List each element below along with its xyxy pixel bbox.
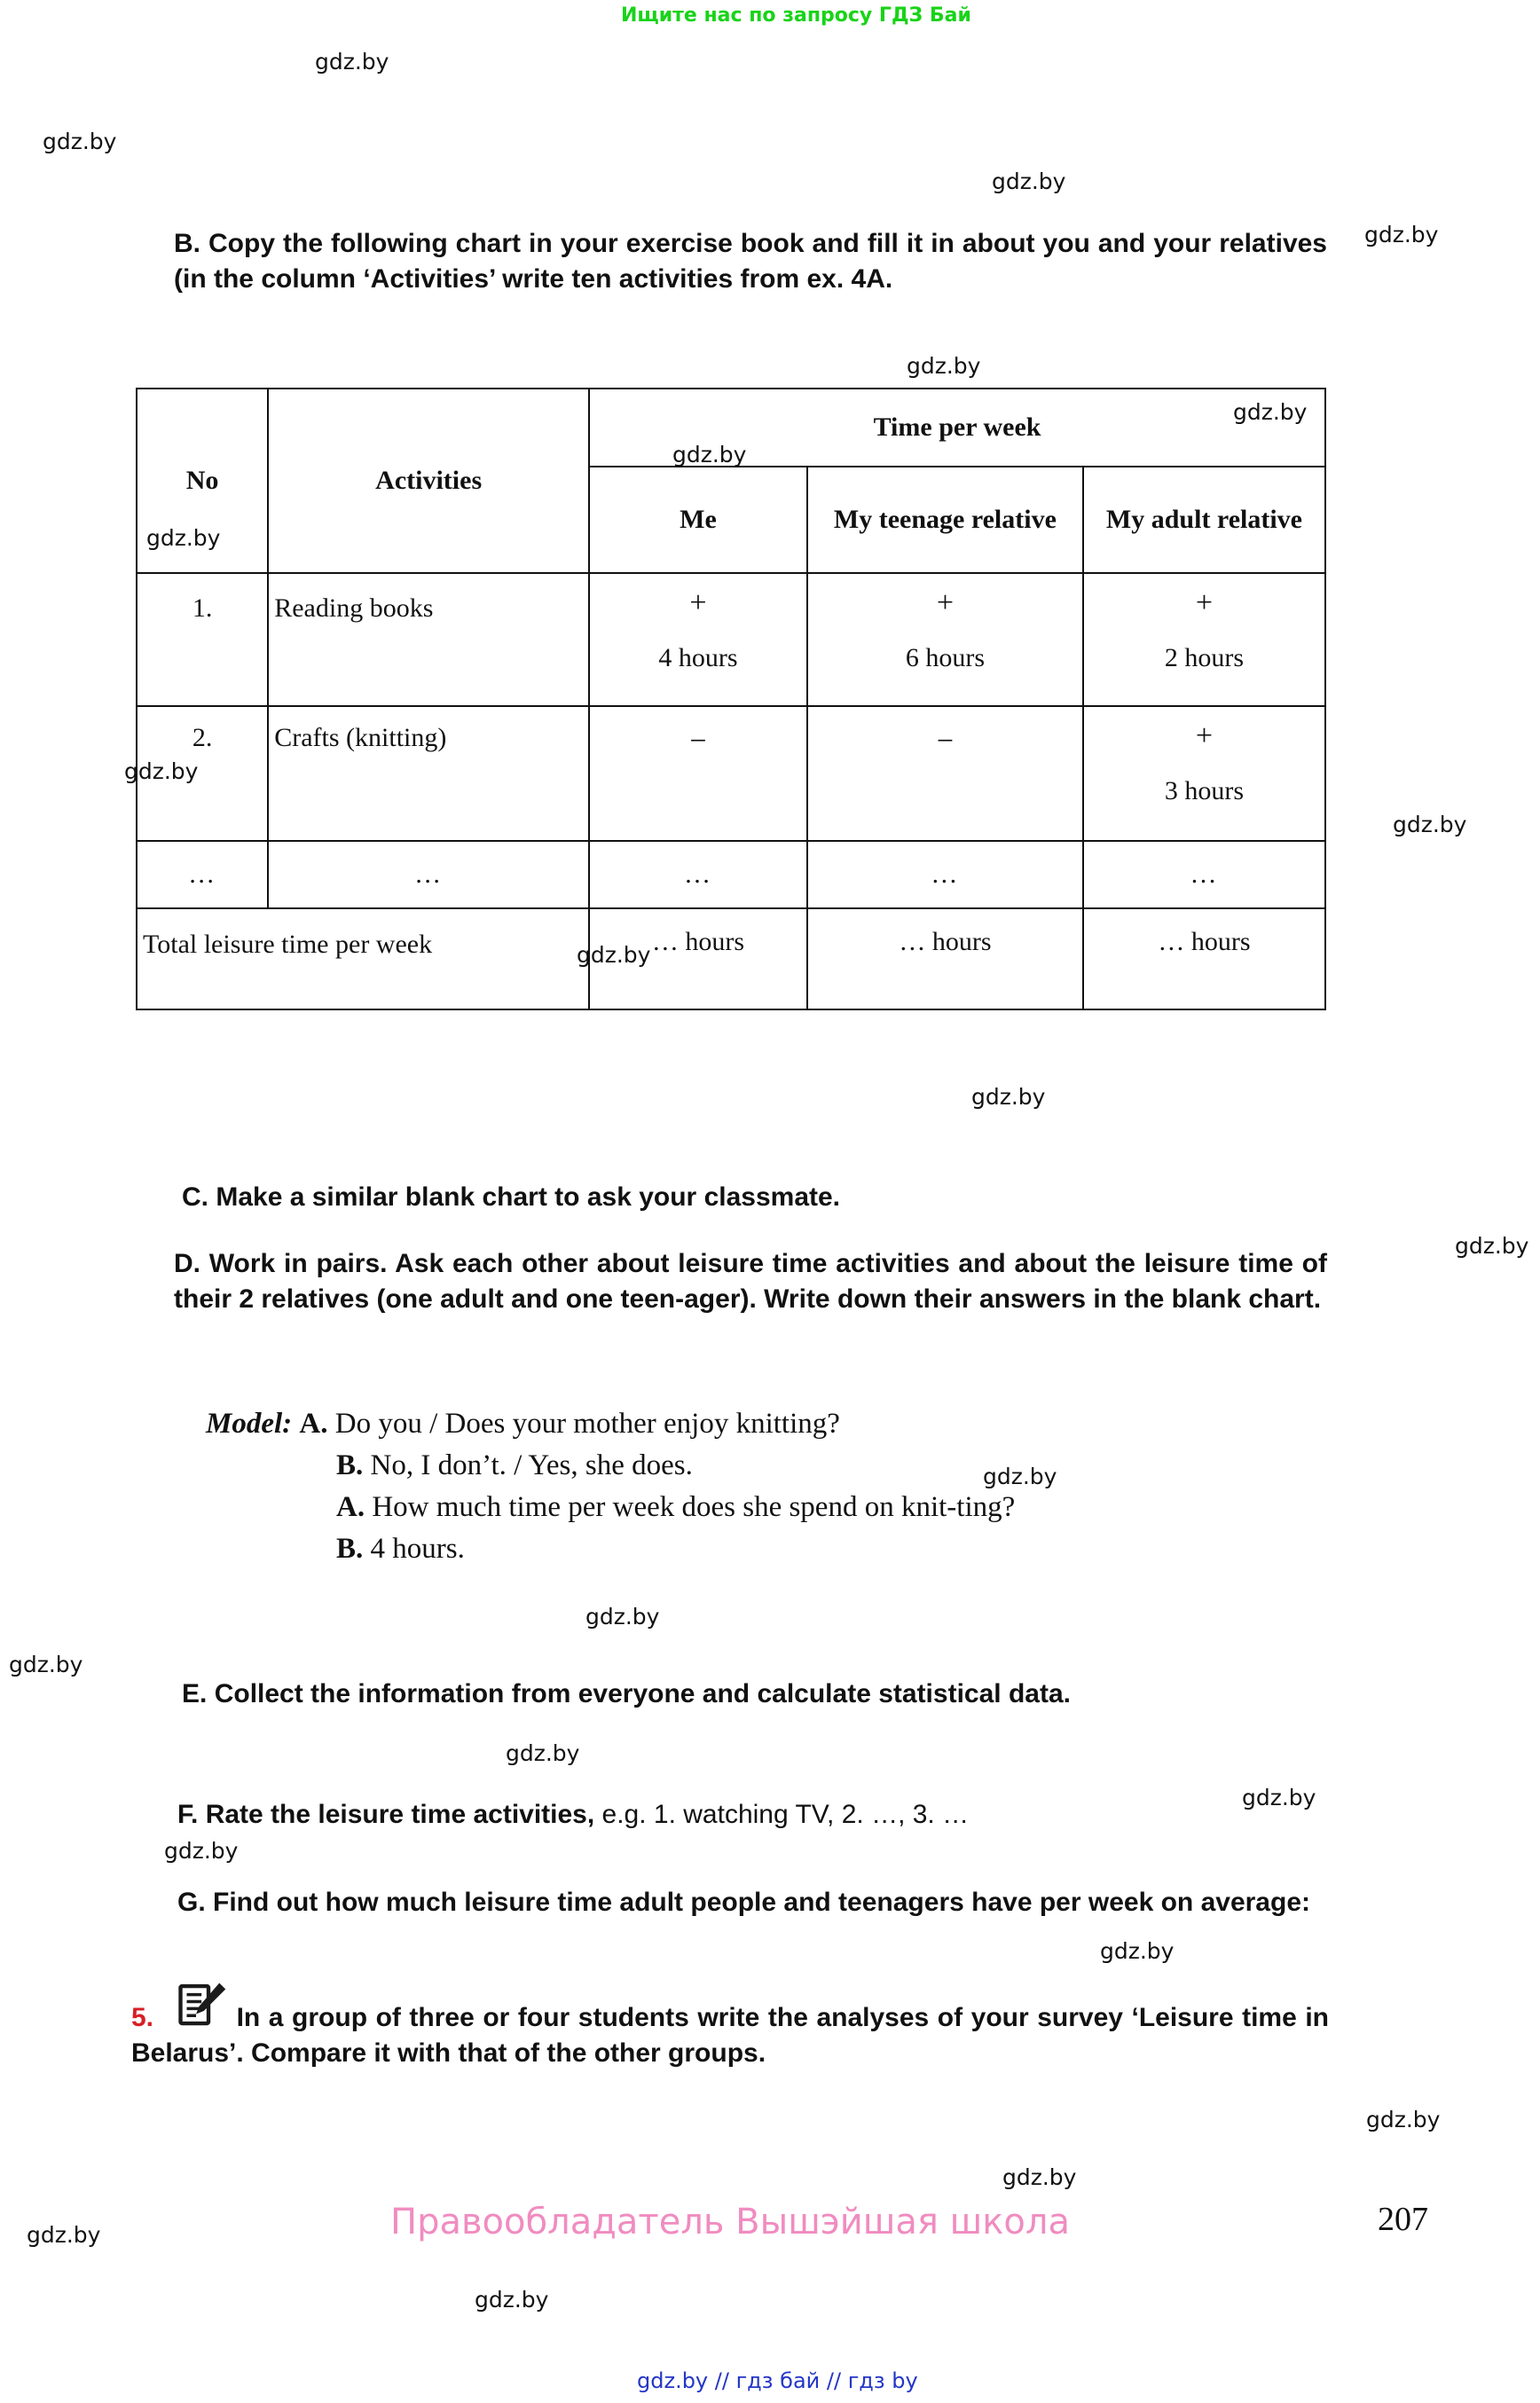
header-me: Me	[589, 467, 807, 573]
task-g-text: Find out how much leisure time adult people and teenagers have per week on average:	[213, 1888, 1310, 1917]
mark-value: +	[1195, 586, 1214, 619]
watermark-gdz: gdz.by	[1100, 1938, 1175, 1964]
model-speaker: A.	[336, 1490, 365, 1523]
task-c-text: Make a similar blank chart to ask your classmate.	[216, 1182, 841, 1212]
cell-adult	[1083, 573, 1325, 706]
cell-total-label: Total leisure time per week	[137, 908, 589, 1009]
watermark-gdz: gdz.by	[971, 1084, 1046, 1110]
watermark-gdz: gdz.by	[164, 1838, 239, 1864]
cell-me	[589, 573, 807, 706]
task-d-text: Work in pairs. Ask each other about leisure time activities and about the leisure time of their 2 relatives (one adult and one teen-ager). Write down their answers in the blank chart.	[174, 1249, 1327, 1314]
cell-total-teen: … hours	[807, 908, 1083, 1009]
task-c-paragraph	[182, 1180, 1335, 1215]
task-f-label: F.	[177, 1800, 199, 1829]
watermark-gdz: gdz.by	[1233, 399, 1308, 425]
mark-value: +	[689, 586, 707, 619]
task-f-rest-text: e.g. 1. watching TV, 2. …, 3. …	[594, 1800, 970, 1829]
model-label: Model:	[206, 1408, 293, 1440]
cell-me	[589, 706, 807, 841]
table-row	[137, 706, 1325, 841]
mark-value: +	[1195, 719, 1214, 752]
model-line	[206, 1403, 1341, 1445]
model-dialogue	[206, 1403, 1341, 1569]
watermark-gdz: gdz.by	[9, 1652, 83, 1677]
model-text: 4 hours.	[370, 1532, 465, 1565]
footer-links: gdz.by // гдз бай // гдз by	[637, 2368, 918, 2393]
watermark-gdz: gdz.by	[506, 1740, 580, 1766]
watermark-gdz: gdz.by	[1366, 2107, 1441, 2132]
task-e-label: E.	[182, 1679, 208, 1708]
exercise-5-number: 5.	[131, 2003, 154, 2032]
cell-no: 2.	[137, 706, 268, 841]
watermark-gdz: gdz.by	[577, 942, 651, 968]
watermark-gdz: gdz.by	[1242, 1785, 1316, 1810]
model-text: How much time per week does she spend on knit-ting?	[372, 1490, 1016, 1523]
watermark-gdz: gdz.by	[1364, 222, 1439, 247]
task-e-paragraph	[182, 1677, 1331, 1712]
cell-adult: …	[1083, 841, 1325, 908]
cell-activity: …	[268, 841, 589, 908]
watermark-gdz: gdz.by	[146, 525, 221, 551]
watermark-gdz: gdz.by	[124, 758, 199, 784]
watermark-top-banner: Ищите нас по запросу ГДЗ Бай	[621, 4, 971, 27]
cell-no: 1.	[137, 573, 268, 706]
model-line	[206, 1528, 1341, 1570]
hours-value: 4 hours	[658, 643, 738, 672]
header-time-per-week: Time per week	[589, 389, 1325, 467]
task-g-paragraph	[177, 1885, 1326, 1920]
cell-total-adult: … hours	[1083, 908, 1325, 1009]
watermark-gdz: gdz.by	[907, 353, 981, 379]
page-number: 207	[1378, 2201, 1428, 2238]
task-b-text: Copy the following chart in your exercise book and fill it in about you and your relatives (in the column ‘Activities’ write ten activities from ex. 4A.	[174, 229, 1327, 294]
watermark-gdz: gdz.by	[475, 2287, 549, 2313]
task-b-label: B.	[174, 229, 200, 258]
task-e-text: Collect the information from everyone and calculate statistical data.	[214, 1679, 1071, 1708]
cell-teen	[807, 573, 1083, 706]
watermark-gdz: gdz.by	[983, 1464, 1057, 1489]
watermark-gdz: gdz.by	[1393, 812, 1467, 837]
model-speaker: B.	[336, 1449, 364, 1481]
model-text: Do you / Does your mother enjoy knitting?	[334, 1408, 840, 1440]
watermark-gdz: gdz.by	[1002, 2164, 1077, 2190]
note-pencil-icon	[177, 1980, 227, 2030]
watermark-gdz: gdz.by	[585, 1604, 660, 1629]
cell-teen	[807, 706, 1083, 841]
task-g-label: G.	[177, 1888, 206, 1917]
header-adult-relative: My adult relative	[1083, 467, 1325, 573]
model-line	[206, 1487, 1341, 1528]
hours-value: 2 hours	[1164, 643, 1245, 672]
mark-value: −	[689, 725, 707, 758]
mark-value: +	[936, 586, 955, 619]
leisure-time-chart	[136, 388, 1326, 1010]
watermark-copyright: Правообладатель Вышэйшая школа	[390, 2202, 1070, 2242]
table-row	[137, 841, 1325, 908]
task-f-bold-text: Rate the leisure time activities,	[205, 1800, 595, 1829]
hours-value: 3 hours	[1164, 776, 1245, 805]
task-c-label: C.	[182, 1182, 208, 1212]
watermark-gdz: gdz.by	[43, 129, 117, 154]
task-d-paragraph	[174, 1246, 1327, 1317]
exercise-5-text: In a group of three or four students write the analyses of your survey ‘Leisure time in Belarus’. Compare it with that of the other groups.	[131, 2003, 1329, 2068]
watermark-gdz: gdz.by	[27, 2222, 101, 2248]
mark-value: −	[936, 725, 955, 758]
watermark-gdz: gdz.by	[315, 49, 389, 75]
cell-activity: Reading books	[268, 573, 589, 706]
cell-adult	[1083, 706, 1325, 841]
cell-activity: Crafts (knitting)	[268, 706, 589, 841]
model-line	[206, 1445, 1341, 1487]
exercise-5-paragraph	[131, 2000, 1329, 2071]
header-activities: Activities	[268, 389, 589, 573]
cell-me: …	[589, 841, 807, 908]
task-f-paragraph	[177, 1797, 1366, 1833]
header-no: No	[137, 389, 268, 573]
header-teen-relative: My teenage relative	[807, 467, 1083, 573]
task-b-paragraph	[174, 226, 1327, 297]
table-total-row	[137, 908, 1325, 1009]
watermark-gdz: gdz.by	[992, 169, 1066, 194]
hours-value: 6 hours	[905, 643, 985, 672]
task-d-label: D.	[174, 1249, 200, 1278]
watermark-gdz: gdz.by	[1455, 1233, 1529, 1259]
model-speaker: A.	[299, 1408, 328, 1440]
cell-total-me: … hours	[589, 908, 807, 1009]
model-text: No, I don’t. / Yes, she does.	[370, 1449, 693, 1481]
model-speaker: B.	[336, 1532, 364, 1565]
cell-teen: …	[807, 841, 1083, 908]
watermark-gdz: gdz.by	[672, 442, 747, 467]
cell-no: …	[137, 841, 268, 908]
table-row	[137, 573, 1325, 706]
